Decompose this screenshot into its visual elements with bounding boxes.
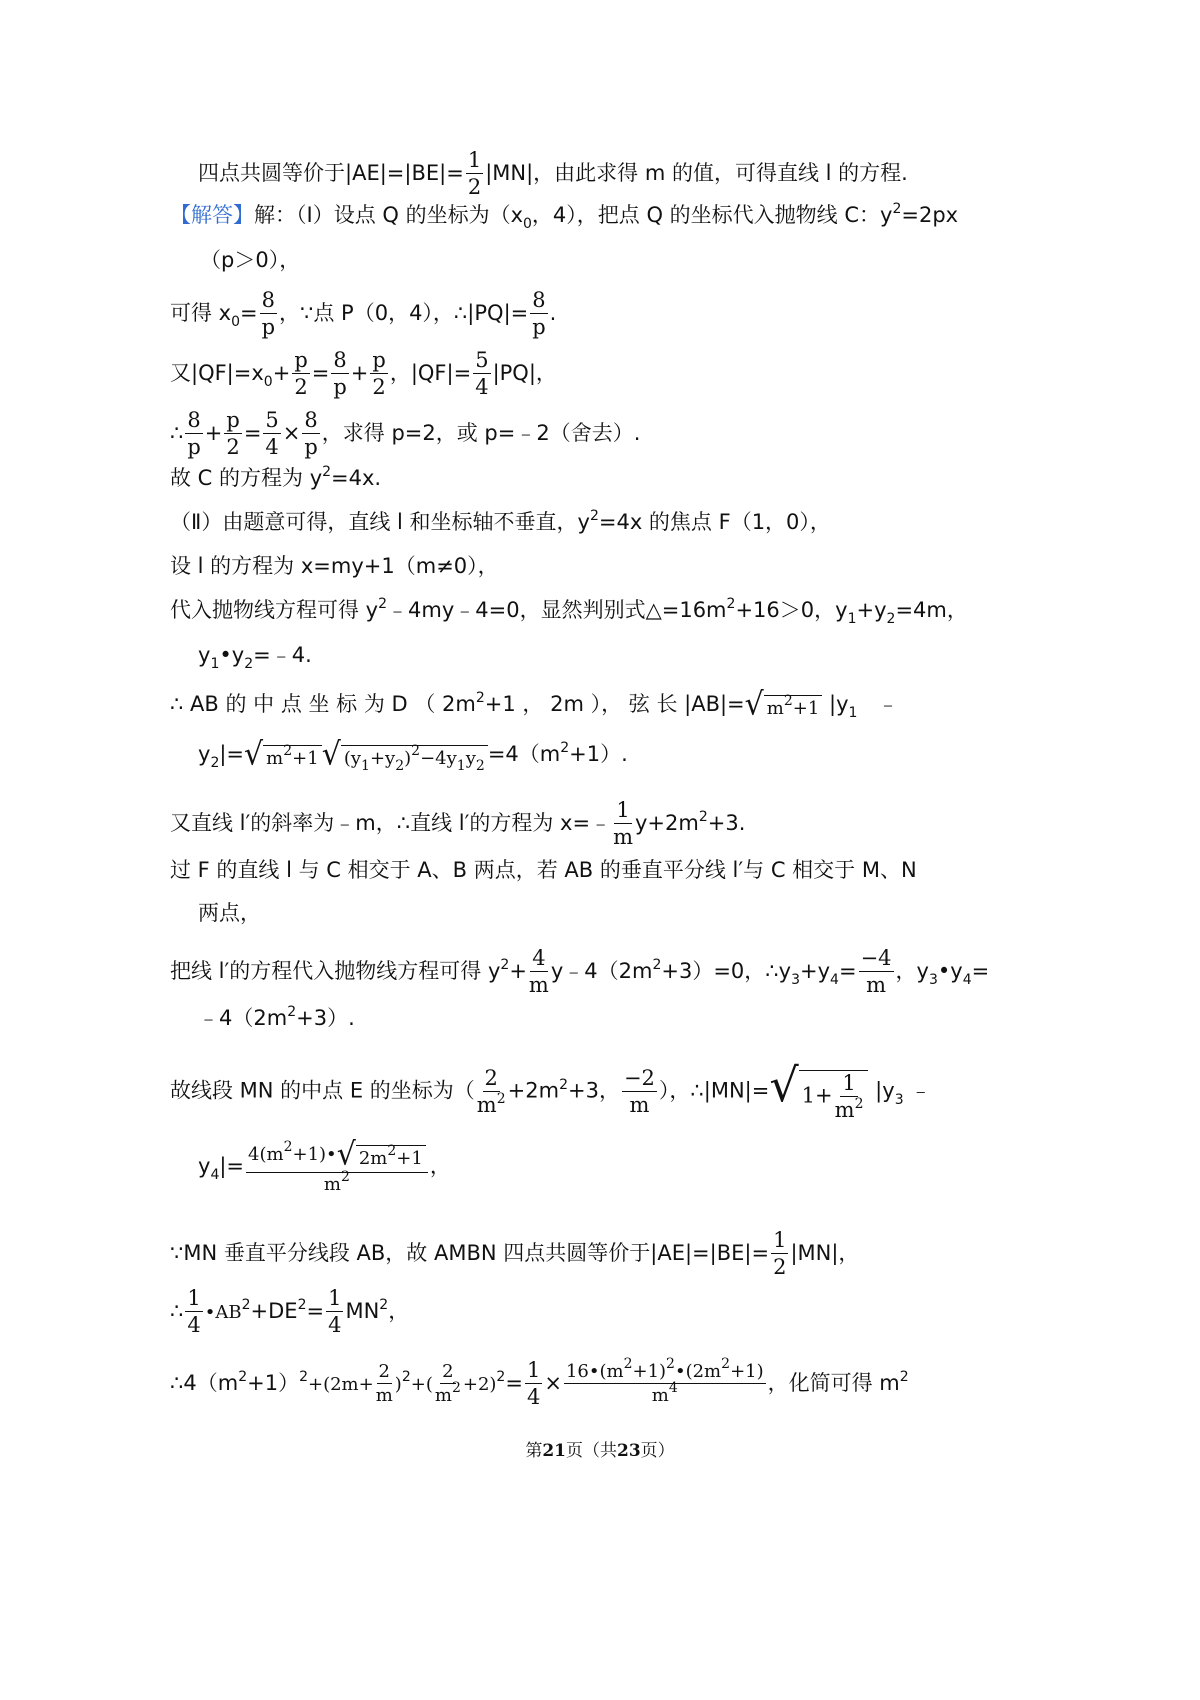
denominator: m bbox=[476, 1092, 497, 1117]
fraction bbox=[224, 410, 241, 458]
fraction bbox=[564, 1356, 766, 1406]
line-11 bbox=[198, 643, 312, 672]
text: +y bbox=[800, 959, 831, 983]
subscript: 1 bbox=[848, 705, 858, 721]
fraction bbox=[376, 1363, 393, 1405]
superscript: 2 bbox=[287, 1004, 297, 1020]
text: +2) bbox=[462, 1374, 497, 1395]
superscript: 2 bbox=[500, 957, 510, 973]
subscript: 2 bbox=[395, 758, 405, 774]
numerator: +1)• bbox=[292, 1144, 337, 1165]
text: 设 l 的方程为 x=my+1（m≠0）， bbox=[170, 554, 499, 578]
text: =﹣4. bbox=[253, 643, 312, 667]
superscript: 2 bbox=[623, 1356, 633, 1372]
text: = bbox=[311, 361, 330, 385]
text: 两点， bbox=[198, 901, 261, 925]
denominator: 2 bbox=[467, 175, 482, 199]
fraction bbox=[529, 948, 549, 996]
denominator: 2 bbox=[372, 375, 386, 399]
radicand: ) bbox=[404, 748, 412, 769]
text: = bbox=[243, 421, 262, 445]
numerator: 1 bbox=[526, 1358, 541, 1382]
text: ，求得 p=2，或 p=﹣2（舍去）. bbox=[321, 421, 641, 445]
superscript: 2 bbox=[892, 201, 902, 217]
denominator: p bbox=[333, 375, 347, 399]
text: =4x 的焦点 F（1，0）， bbox=[598, 510, 831, 534]
fraction bbox=[260, 290, 277, 338]
text: +16＞0，y bbox=[735, 598, 848, 622]
text: ∵MN 垂直平分线段 AB，故 AMBN 四点共圆等价于|AE|=|BE|= bbox=[170, 1241, 770, 1265]
subscript: 4 bbox=[210, 1167, 220, 1183]
superscript: 2 bbox=[241, 1297, 251, 1313]
text: +y bbox=[856, 598, 887, 622]
superscript: 2 bbox=[341, 1169, 350, 1185]
numerator: 1 bbox=[773, 1228, 787, 1252]
superscript: 2 bbox=[379, 1297, 389, 1313]
numerator: •(2m bbox=[674, 1361, 722, 1382]
subscript: 4 bbox=[962, 972, 972, 988]
text: +3）. bbox=[296, 1006, 355, 1030]
superscript: 2 bbox=[496, 1369, 506, 1385]
subscript: 0 bbox=[263, 374, 273, 390]
denominator: m bbox=[866, 973, 886, 997]
numerator: 8 bbox=[304, 408, 318, 432]
subscript: 3 bbox=[791, 972, 800, 988]
denominator: m bbox=[629, 1092, 650, 1117]
line-10 bbox=[170, 596, 968, 627]
fraction bbox=[835, 1073, 864, 1121]
superscript: 2 bbox=[238, 1369, 248, 1385]
fraction bbox=[326, 1288, 343, 1336]
text: 故线段 MN 的中点 E 的坐标为（ bbox=[170, 1078, 475, 1103]
text: +1）. bbox=[569, 742, 628, 766]
line-3 bbox=[200, 250, 300, 271]
radicand: m bbox=[266, 748, 284, 769]
denominator: 4 bbox=[328, 1313, 342, 1337]
denominator: m bbox=[834, 1098, 855, 1122]
fraction bbox=[246, 1136, 428, 1195]
line-15 bbox=[170, 860, 917, 881]
text: +2m bbox=[507, 1078, 560, 1103]
text: y﹣4（2m bbox=[550, 959, 653, 983]
denominator: m bbox=[323, 1174, 341, 1195]
text: y+2m bbox=[635, 811, 699, 835]
superscript: 2 bbox=[666, 1356, 675, 1372]
text: （Ⅱ）由题意可得，直线 l 和坐标轴不垂直，y bbox=[170, 510, 590, 534]
text: = bbox=[971, 959, 990, 983]
text: +3）=0，∴y bbox=[661, 959, 792, 983]
numerator: −4 bbox=[860, 946, 892, 970]
text: +3. bbox=[707, 811, 746, 835]
footer-text: 页（共 bbox=[566, 1441, 617, 1461]
text: （p＞0）， bbox=[200, 248, 301, 272]
text: ，4），把点 Q 的坐标代入抛物线 C：y bbox=[531, 203, 893, 227]
superscript: 2 bbox=[411, 743, 421, 759]
numerator: p bbox=[372, 348, 386, 372]
superscript: 2 bbox=[401, 1369, 411, 1385]
text: = bbox=[505, 1371, 523, 1395]
numerator: 1 bbox=[328, 1286, 342, 1310]
superscript: 2 bbox=[698, 809, 708, 825]
fraction bbox=[859, 948, 894, 996]
numerator: 2 bbox=[442, 1361, 454, 1382]
subscript: 4 bbox=[830, 972, 839, 988]
superscript: 2 bbox=[299, 1369, 308, 1385]
denominator: 2 bbox=[226, 435, 240, 459]
text: •AB bbox=[204, 1302, 242, 1323]
numerator: 5 bbox=[475, 348, 489, 372]
text: + bbox=[350, 361, 369, 385]
text: ﹣4my﹣4=0，显然判别式△=16m bbox=[387, 598, 727, 622]
superscript: 2 bbox=[283, 1139, 293, 1155]
text: × bbox=[544, 1371, 562, 1395]
line-20 bbox=[198, 1136, 451, 1195]
text: 解：（Ⅰ）设点 Q 的坐标为（x bbox=[254, 203, 523, 227]
denominator: 2 bbox=[294, 375, 308, 399]
radicand: +1 bbox=[792, 698, 820, 719]
radicand: +y bbox=[369, 748, 396, 769]
text: ， bbox=[429, 1154, 451, 1178]
text: MN bbox=[345, 1299, 380, 1323]
text: |= bbox=[219, 742, 245, 766]
answer-tag: 【解答】 bbox=[170, 203, 254, 227]
text: +3， bbox=[567, 1078, 620, 1103]
denominator: m bbox=[434, 1385, 452, 1406]
radical-sign: √ bbox=[744, 686, 764, 723]
denominator: p bbox=[532, 315, 546, 339]
text: =4（m bbox=[487, 742, 561, 766]
text: × bbox=[282, 421, 301, 445]
radicand: 1+ bbox=[801, 1083, 833, 1108]
text: •y bbox=[937, 959, 963, 983]
square-root bbox=[336, 1136, 426, 1173]
text: =2px bbox=[901, 203, 959, 227]
fraction bbox=[473, 350, 490, 398]
text: 过 F 的直线 l 与 C 相交于 A、B 两点，若 AB 的垂直平分线 l′与 C 相交于 M、N bbox=[170, 858, 917, 882]
superscript: 4 bbox=[668, 1380, 678, 1396]
fraction bbox=[185, 410, 202, 458]
subscript: 2 bbox=[886, 611, 896, 627]
numerator: 8 bbox=[532, 288, 546, 312]
fraction bbox=[525, 1360, 542, 1408]
subscript: 2 bbox=[244, 656, 254, 672]
fraction bbox=[771, 1230, 788, 1278]
text: •y bbox=[219, 643, 245, 667]
line-22 bbox=[170, 1288, 409, 1336]
radicand: −4y bbox=[420, 748, 457, 769]
fraction bbox=[466, 150, 483, 198]
line-4 bbox=[170, 290, 556, 338]
subscript: 1 bbox=[210, 656, 220, 672]
denominator: m bbox=[528, 973, 549, 997]
text: 又直线 l′的斜率为﹣m，∴直线 l′的方程为 x=﹣ bbox=[170, 811, 612, 835]
text: |AE|=|BE|= bbox=[345, 161, 464, 185]
footer-text: 页） bbox=[640, 1441, 675, 1461]
denominator: p bbox=[304, 435, 318, 459]
superscript: 2 bbox=[322, 464, 332, 480]
text: ﹣ bbox=[910, 1078, 932, 1103]
line-17 bbox=[170, 948, 989, 996]
superscript: 2 bbox=[496, 1090, 506, 1107]
line-9 bbox=[170, 556, 499, 577]
fraction bbox=[476, 1065, 506, 1117]
subscript: 0 bbox=[523, 216, 532, 232]
radical-sign: √ bbox=[769, 1058, 799, 1112]
text: 代入抛物线方程可得 y bbox=[170, 598, 379, 622]
footer-text: 第 bbox=[525, 1441, 543, 1461]
radicand: (y bbox=[343, 748, 362, 769]
numerator: 1 bbox=[187, 1286, 201, 1310]
text: ，y bbox=[895, 959, 929, 983]
text: = bbox=[838, 959, 857, 983]
superscript: 2 bbox=[560, 740, 570, 756]
text: |PQ|， bbox=[492, 361, 557, 385]
numerator: p bbox=[294, 348, 308, 372]
subscript: 2 bbox=[210, 755, 220, 771]
text: =4x. bbox=[331, 466, 382, 490]
superscript: 2 bbox=[378, 596, 388, 612]
numerator: 1 bbox=[616, 798, 630, 822]
fraction bbox=[530, 290, 547, 338]
text: 四点共圆等价于 bbox=[198, 161, 345, 185]
denominator: m bbox=[375, 1385, 393, 1406]
numerator: 4(m bbox=[248, 1144, 284, 1165]
text: ），∴|MN|= bbox=[658, 1078, 770, 1103]
denominator: p bbox=[187, 435, 201, 459]
numerator: 2 bbox=[484, 1065, 498, 1090]
square-root bbox=[244, 736, 322, 773]
denominator: 2 bbox=[773, 1255, 787, 1279]
numerator: 2 bbox=[378, 1361, 390, 1382]
subscript: 1 bbox=[456, 758, 466, 774]
denominator: p bbox=[261, 315, 276, 339]
superscript: 2 bbox=[559, 1076, 568, 1093]
text: ， bbox=[388, 1299, 410, 1323]
denominator: 4 bbox=[187, 1313, 201, 1337]
text: y bbox=[198, 1154, 211, 1178]
denominator: m bbox=[651, 1385, 669, 1406]
numerator: −2 bbox=[623, 1065, 655, 1090]
line-19 bbox=[170, 1058, 932, 1122]
numerator: 1 bbox=[842, 1071, 856, 1095]
denominator: 4 bbox=[526, 1385, 541, 1409]
fraction bbox=[292, 350, 309, 398]
text: +DE bbox=[250, 1299, 298, 1323]
fraction bbox=[622, 1065, 657, 1117]
text: |y bbox=[829, 692, 849, 716]
text: +1） bbox=[247, 1371, 300, 1395]
text: ，|QF|= bbox=[389, 361, 472, 385]
radicand: y bbox=[465, 748, 476, 769]
numerator: 1 bbox=[467, 148, 482, 172]
text: = bbox=[306, 1299, 325, 1323]
text: ) bbox=[394, 1374, 402, 1395]
denominator: 4 bbox=[265, 435, 279, 459]
line-12 bbox=[170, 686, 899, 723]
line-8 bbox=[170, 508, 831, 534]
page-footer bbox=[0, 1436, 1200, 1461]
square-root bbox=[769, 1058, 868, 1122]
fraction bbox=[263, 410, 280, 458]
text: +1 ， 2m ）， 弦 长 |AB|= bbox=[484, 692, 745, 716]
numerator: 5 bbox=[265, 408, 279, 432]
subscript: 3 bbox=[928, 972, 938, 988]
line-14 bbox=[170, 800, 745, 848]
line-6 bbox=[170, 410, 640, 458]
text: + bbox=[509, 959, 527, 983]
superscript: 2 bbox=[589, 508, 599, 524]
superscript: 2 bbox=[297, 1297, 307, 1313]
subscript: 1 bbox=[847, 611, 857, 627]
text: + bbox=[204, 421, 223, 445]
line-16 bbox=[198, 903, 261, 924]
text: |MN|， bbox=[790, 1241, 860, 1265]
radical-sign: √ bbox=[244, 736, 264, 773]
subscript: 3 bbox=[894, 1091, 904, 1108]
radicand: +1 bbox=[292, 748, 319, 769]
text: |MN|，由此求得 m 的值，可得直线 l 的方程. bbox=[485, 161, 908, 185]
line-1 bbox=[198, 150, 908, 198]
text: ∴ bbox=[170, 421, 184, 445]
line-2 bbox=[170, 201, 959, 232]
line-23 bbox=[170, 1356, 909, 1409]
text: =4m， bbox=[895, 598, 968, 622]
fraction bbox=[185, 1288, 202, 1336]
text: |y bbox=[875, 1078, 895, 1103]
text: ∴4（m bbox=[170, 1371, 239, 1395]
numerator: p bbox=[226, 408, 240, 432]
text: ﹣4（2m bbox=[198, 1006, 288, 1030]
numerator: 8 bbox=[333, 348, 347, 372]
line-18 bbox=[198, 1004, 355, 1030]
text: 可得 x bbox=[170, 301, 232, 325]
radicand: m bbox=[766, 698, 784, 719]
line-5 bbox=[170, 350, 557, 398]
text: ，化简可得 m bbox=[767, 1371, 900, 1395]
text: y bbox=[198, 742, 211, 766]
numerator: 4 bbox=[532, 946, 546, 970]
text: ∴ AB 的 中 点 坐 标 为 D （ 2m bbox=[170, 692, 476, 716]
text: 把线 l′的方程代入抛物线方程可得 y bbox=[170, 959, 501, 983]
superscript: 2 bbox=[721, 1356, 731, 1372]
denominator: 4 bbox=[475, 375, 489, 399]
text: +(2m+ bbox=[308, 1374, 374, 1395]
line-7 bbox=[170, 464, 382, 490]
square-root bbox=[744, 686, 823, 723]
line-21 bbox=[170, 1230, 859, 1278]
text: ﹣ bbox=[877, 692, 899, 716]
subscript: 2 bbox=[475, 758, 485, 774]
superscript: 2 bbox=[451, 1380, 461, 1396]
fraction bbox=[613, 800, 633, 848]
text: |= bbox=[219, 1154, 245, 1178]
text: ∴ bbox=[170, 1299, 184, 1323]
superscript: 2 bbox=[726, 596, 736, 612]
fraction bbox=[302, 410, 319, 458]
fraction bbox=[370, 350, 387, 398]
denominator: m bbox=[613, 825, 633, 849]
numerator: 8 bbox=[261, 288, 276, 312]
radicand: 2m bbox=[358, 1148, 388, 1169]
numerator: +1) bbox=[730, 1361, 764, 1382]
radical-sign: √ bbox=[336, 1136, 356, 1173]
radical-sign: √ bbox=[321, 736, 341, 773]
line-13 bbox=[198, 736, 628, 774]
numerator: 8 bbox=[187, 408, 201, 432]
text: + bbox=[272, 361, 291, 385]
numerator: 16•(m bbox=[565, 1361, 624, 1382]
page-number: 21 bbox=[542, 1441, 566, 1461]
total-pages: 23 bbox=[617, 1441, 641, 1461]
text: 故 C 的方程为 y bbox=[170, 466, 323, 490]
square-root bbox=[321, 736, 488, 774]
superscript: 2 bbox=[475, 690, 485, 706]
superscript: 2 bbox=[387, 1143, 397, 1159]
superscript: 2 bbox=[854, 1096, 864, 1112]
superscript: 2 bbox=[283, 743, 293, 759]
superscript: 2 bbox=[783, 693, 793, 709]
text: . bbox=[549, 301, 557, 325]
superscript: 2 bbox=[899, 1369, 909, 1385]
subscript: 0 bbox=[231, 314, 241, 330]
numerator: +1) bbox=[632, 1361, 667, 1382]
fraction bbox=[331, 350, 348, 398]
superscript: 2 bbox=[652, 957, 662, 973]
text: +( bbox=[410, 1374, 433, 1395]
fraction bbox=[435, 1363, 461, 1405]
text: 又|QF|=x bbox=[170, 361, 264, 385]
text: ，∵点 P（0，4），∴|PQ|= bbox=[279, 301, 529, 325]
text: y bbox=[198, 643, 211, 667]
subscript: 1 bbox=[361, 758, 370, 774]
text: = bbox=[240, 301, 258, 325]
radicand: +1 bbox=[396, 1148, 423, 1169]
